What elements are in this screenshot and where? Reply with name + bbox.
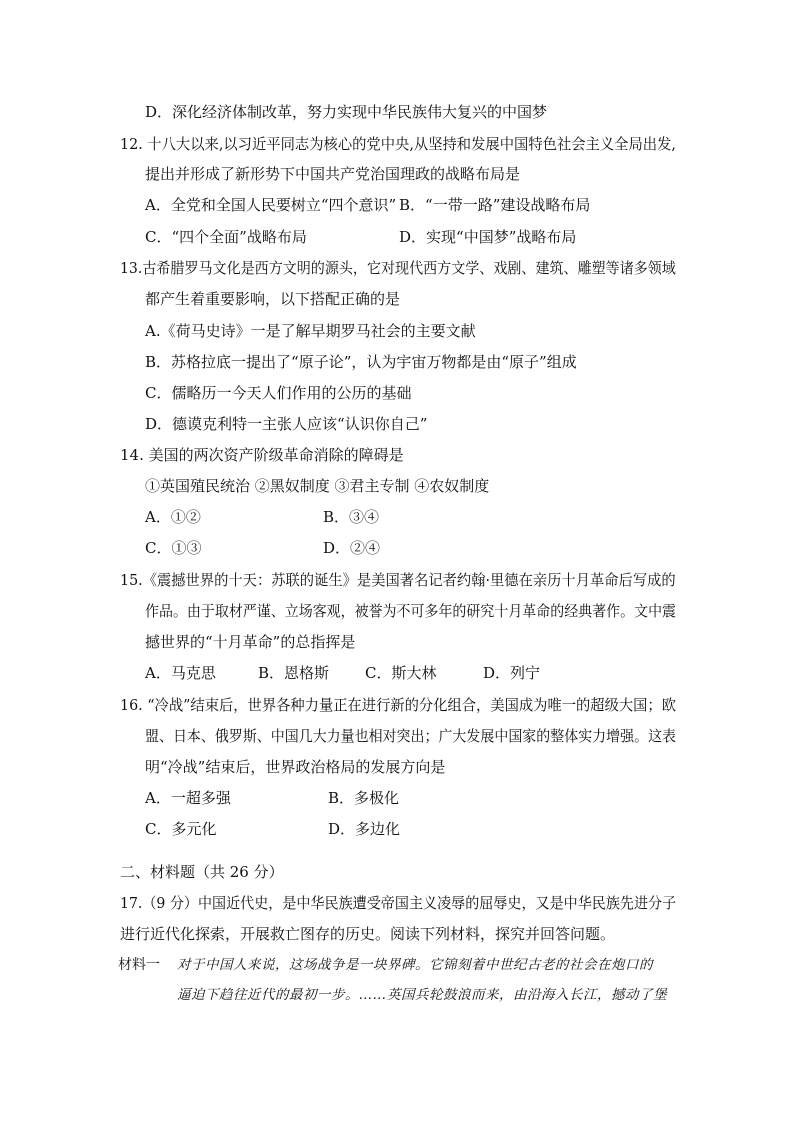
q13-option-a: A.《荷马史诗》一是了解早期罗马社会的主要文献: [145, 322, 476, 340]
q16-option-b: B．多极化: [328, 789, 400, 807]
q15-option-a: A．马克思: [145, 664, 216, 682]
section-2-title: 二、材料题（共 26 分）: [120, 863, 284, 881]
q12-option-a: A．全党和全国人民要树立“四个意识”: [145, 196, 397, 214]
q15-stem-line-1: 15.《震撼世界的十天：苏联的诞生》是美国著名记者约翰·里德在亲历十月革命后写成的: [120, 571, 676, 589]
q17-material-line-1: 对于中国人来说，这场战争是一块界碑。它锦刻着中世纪古老的社会在炮口的: [177, 957, 653, 973]
q17-material-line-2: 逼迫下趋往近代的最初一步。……英国兵轮鼓浪而来，由沿海入长江，撼动了堡: [177, 987, 667, 1003]
q14-stem: 14. 美国的两次资产阶级革命消除的障碍是: [120, 446, 404, 464]
q13-stem-line-1: 13.古希腊罗马文化是西方文明的源头，它对现代西方文学、戏剧、建筑、雕塑等诸多领域: [120, 259, 676, 277]
q16-option-c: C．多元化: [145, 820, 217, 838]
q12-option-d: D．实现“中国梦”战略布局: [399, 228, 577, 246]
q15-stem-line-2: 作品。由于取材严谨、立场客观，被誉为不可多年的研究十月革命的经典著作。文中震: [145, 602, 677, 620]
q15-option-d: D．列宁: [483, 664, 541, 682]
q14-option-b: B．③④: [323, 508, 380, 526]
q15-option-b: B．恩格斯: [258, 664, 330, 682]
q12-stem-line-2: 提出并形成了新形势下中国共产党治国理政的战略布局是: [145, 165, 521, 183]
q12-stem-line-1: 12. 十八大以来,以习近平同志为核心的党中央,从坚持和发展中国特色社会主义全局出发,: [120, 135, 676, 153]
q14-option-d: D．②④: [323, 539, 381, 557]
q14-option-a: A．①②: [145, 508, 201, 526]
q17-stem-line-1: 17.（9 分）中国近代史，是中华民族遭受帝国主义凌辱的屈辱史，又是中华民族先进分子: [120, 894, 677, 912]
q14-items: ①英国殖民统治 ②黑奴制度 ③君主专制 ④农奴制度: [145, 477, 490, 495]
q16-stem-line-1: 16. “冷战”结束后，世界各种力量正在进行新的分化组合，美国成为唯一的超级大国；欧: [120, 696, 676, 714]
q15-option-c: C．斯大林: [365, 664, 437, 682]
q16-stem-line-3: 明“冷战”结束后，世界政治格局的发展方向是: [145, 758, 446, 776]
q13-option-c: C．儒略历一今天人们作用的公历的基础: [145, 384, 412, 402]
q12-option-c: C．“四个全面”战略布局: [145, 228, 307, 246]
q17-material-label: 材料一: [118, 957, 160, 973]
q13-stem-line-2: 都产生着重要影响，以下搭配正确的是: [145, 290, 401, 308]
q11-option-d: D．深化经济体制改革，努力实现中华民族伟大复兴的中国梦: [145, 103, 548, 121]
q15-stem-line-3: 撼世界的“十月革命”的总指挥是: [145, 633, 356, 651]
q12-option-b: B．“一带一路”建设战略布局: [399, 196, 591, 214]
q13-option-d: D．德谟克利特一主张人应该“认识你自己”: [145, 415, 428, 433]
q13-option-b: B．苏格拉底一提出了“原子论”，认为宇宙万物都是由“原子”组成: [145, 353, 577, 371]
q16-stem-line-2: 盟、日本、俄罗斯、中国几大力量也相对突出；广大发展中国家的整体实力增强。这表: [145, 727, 677, 745]
q14-option-c: C．①③: [145, 539, 202, 557]
q16-option-d: D．多边化: [328, 820, 401, 838]
q16-option-a: A．一超多强: [145, 789, 231, 807]
q17-stem-line-2: 进行近代化探索，开展救亡图存的历史。阅读下列材料，探究并回答问题。: [120, 925, 616, 943]
